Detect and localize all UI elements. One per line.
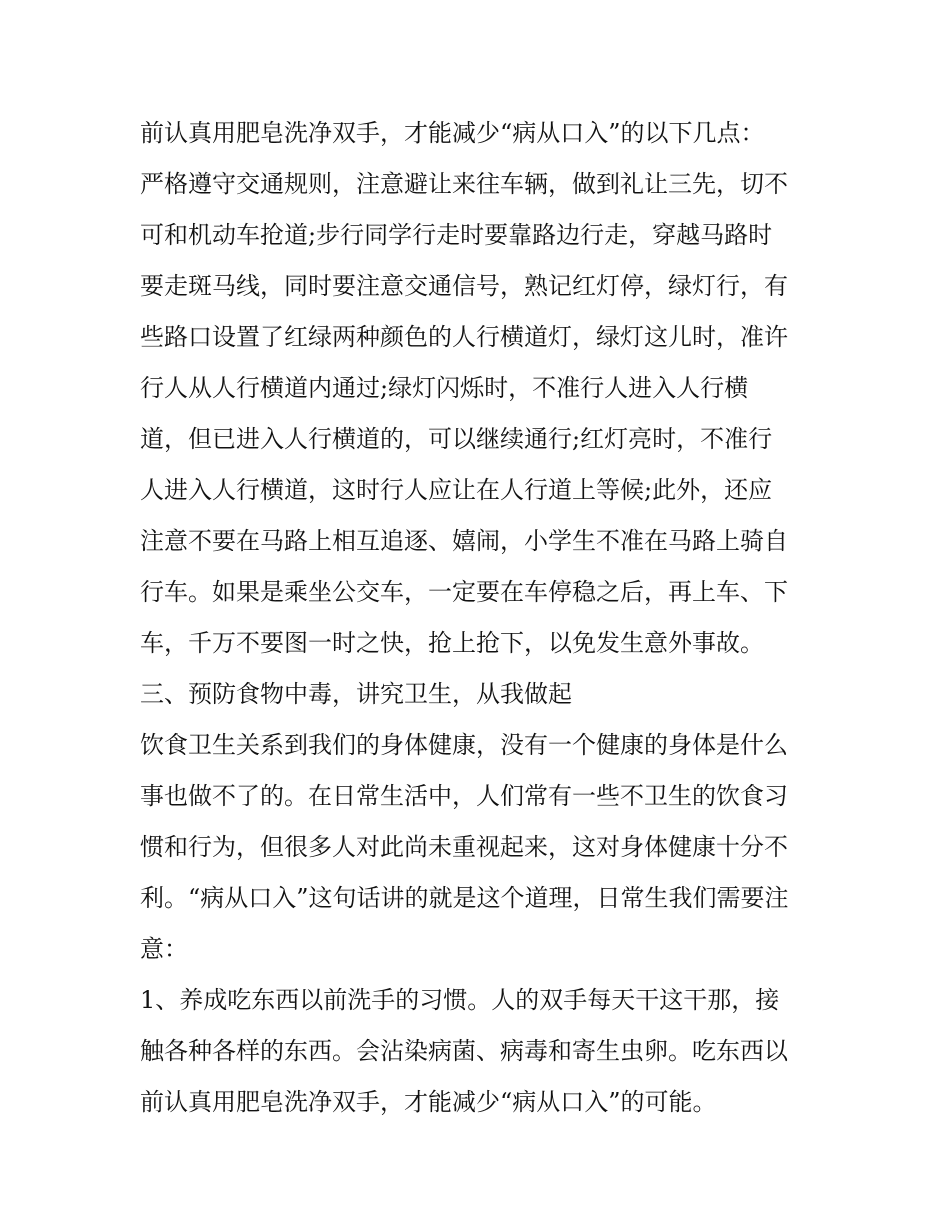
section-heading: 三、预防食物中毒，讲究卫生，从我做起: [140, 680, 572, 708]
text-line: 行人从人行横道内通过;绿灯闪烁时，不准行人进入人行横: [140, 374, 749, 402]
text-line: 前认真用肥皂洗净双手，才能减少“病从口入”的以下几点：: [140, 119, 765, 147]
text-line: 车，千万不要图一时之快，抢上抢下，以免发生意外事故。: [140, 629, 764, 657]
text-line: 严格遵守交通规则，注意避让来往车辆，做到礼让三先，切不: [140, 170, 788, 198]
text-line: 些路口设置了红绿两种颜色的人行横道灯，绿灯这儿时，准许: [140, 323, 788, 351]
text-line: 触各种各样的东西。会沾染病菌、病毒和寄生虫卵。吃东西以: [140, 1037, 788, 1065]
text-line: 道，但已进入人行横道的，可以继续通行;红灯亮时，不准行: [140, 425, 773, 453]
text-line: 利。“病从口入”这句话讲的就是这个道理，日常生我们需要注: [140, 884, 789, 912]
text-line: 意：: [140, 935, 188, 963]
text-line: 事也做不了的。在日常生活中，人们常有一些不卫生的饮食习: [140, 782, 788, 810]
text-line: 前认真用肥皂洗净双手，才能减少“病从口入”的可能。: [140, 1088, 717, 1116]
document-body: [140, 108, 820, 1128]
list-item: 1、养成吃东西以前洗手的习惯。人的双手每天干这干那，接: [140, 986, 780, 1014]
text-line: 饮食卫生关系到我们的身体健康，没有一个健康的身体是什么: [140, 731, 788, 759]
text-line: 人进入人行横道，这时行人应让在人行道上等候;此外，还应: [140, 476, 773, 504]
text-line: 要走斑马线，同时要注意交通信号，熟记红灯停，绿灯行，有: [140, 272, 788, 300]
text-line: 行车。如果是乘坐公交车，一定要在车停稳之后，再上车、下: [140, 578, 788, 606]
text-line: 惯和行为，但很多人对此尚未重视起来，这对身体健康十分不: [140, 833, 788, 861]
text-line: 可和机动车抢道;步行同学行走时要靠路边行走，穿越马路时: [140, 221, 773, 249]
text-line: 注意不要在马路上相互追逐、嬉闹，小学生不准在马路上骑自: [140, 527, 788, 555]
